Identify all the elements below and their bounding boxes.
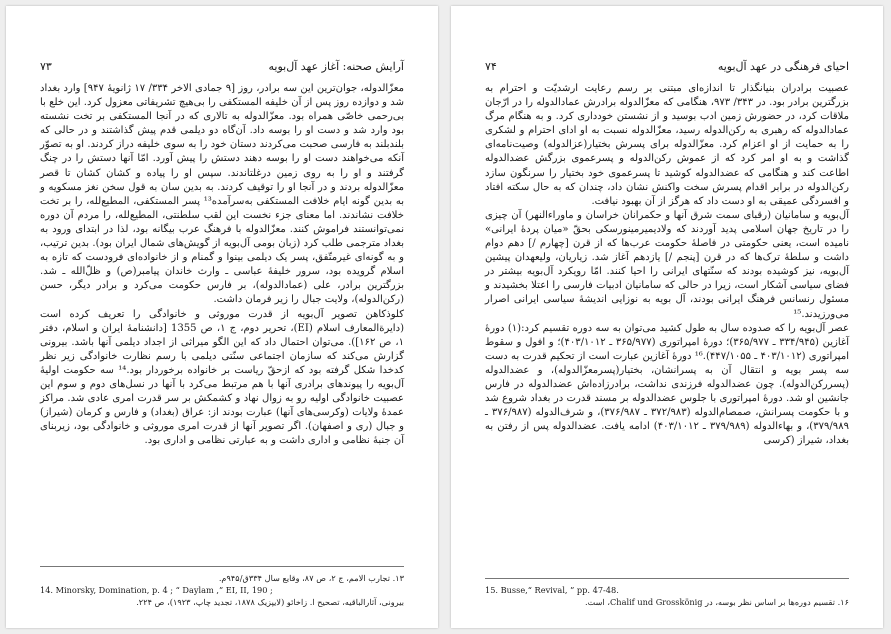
footnote-divider [485,578,849,579]
footnote: 15. Busse,“ Revival, ” pp. 47-48. [485,585,619,595]
page-number: ۷۳ [40,60,52,73]
footnote: ۱۳. تجارب الامم، ج ۲، ص ۸۷، وقایع سال ۳۳۴ق/۹۴۵م. [218,573,404,583]
running-title: آرایش صحنه: آغاز عهد آل‌بویه [268,60,404,73]
body-text [40,82,404,448]
footnote: 14. Minorsky, Domination, p. 4 ; “ Daylam ,” EI, II, 190 ; [40,585,273,595]
paragraph: عصبیت برادران بنیانگذار تا اندازه‌ای مبتنی بر رسم رعایت ارشدیّت و احترام به بزرگترین برادر بود. در ۳۴۳/ ۹۷۳، هنگامی که معزّالدوله برادرش عمادالدوله را در ارّجان ملاقات کرد، در حضورش زمین ادب بوسید و از نشستن خودداری کرد. و به هنگام مرگ عمادالدوله که رهبری به رکن‌الدوله رسید، معزّالدوله نسبت به او ادای احترام و لشکری را به حمایت از او اعزام کرد. معزّالدوله برای پسرش بختیار(عزالدوله) وصیت‌نامه‌ای گذاشت و به او امر کرد که از عموش رکن‌الدوله و پسرعموی بزرگش عضدالدوله اطاعت کند و هنگامی که عضدالدوله کوشید تا پسرعموی خود بختیار را سرنگون سازد رکن‌الدوله در برابر اقدام پسرش سخت واکنش نشان داد، چندان که به حال سکته افتاد و افسردگی عمیقی به او دست داد که هرگز از آن بهبود نیافت. [485,83,849,207]
left-page [6,6,438,628]
right-page [451,6,883,628]
footnotes [485,584,849,608]
footnote-divider [40,566,404,567]
running-title: احیای فرهنگی در عهد آل‌بویه [717,60,849,73]
paragraph: عصر آل‌بویه را که صدوده سال به طول کشید می‌توان به سه دوره تقسیم کرد:(۱) دورهٔ آغازین (۳۳۴/۹۴۵ ـ ۳۶۵/۹۷۷)؛ دورهٔ امپراتوری (۳۶۵/۹۷۷ ـ ۴۰۳/۱۰۱۲)؛ و افول و سقوط امپراتوری (۴۰۳/۱۰۱۲ ـ ۴۴۷/۱۰۵۵).¹⁶ دورهٔ آغازین عبارت است از تحکیم قدرت به دست سه پسر بویه و انتقال آن به پسرانشان، بختیار(پسرمعزّالدوله)، و عضدالدوله (پسررکن‌الدوله). چون عضدالدوله فرزندی نداشت، برادرزاده‌اش عضدالدوله در فارس جانشین او شد. دورهٔ امپراتوری با جلوس عضدالدوله بر مسند قدرت در بغداد شروع شد و با حکومت پسرانش، صمصام‌الدوله (۳۷۲/۹۸۳ ـ ۳۷۶/۹۸۷)، و شرف‌الدوله (۳۷۶/۹۸۷ ـ ۳۷۹/۹۸۹)، و بهاءالدوله (۳۷۹/۹۸۹ ـ ۴۰۳/۱۰۱۲) ادامه یافت. عضدالدوله پس از رفتن به بغداد، شیراز (کرسی [485,322,849,447]
page-header [485,60,849,76]
footnote: بیرونی، آثارالباقیه، تصحیح ا. زاخائو (لایپزیک ۱۸۷۸، تجدید چاپ، ۱۹۲۳)، ص ۲۲۴. [136,597,404,607]
footnote: ۱۶. تقسیم دوره‌ها بر اساس نظر بوسه، در Chalif und Grosskönig، است. [585,597,849,607]
page-number: ۷۴ [485,60,497,73]
paragraph: کلوذکاهن تصویر آل‌بویه از قدرت موروثی و خانوادگی را تعریف کرده است (دایرة‌المعارف اسلام (EI)، تحریر دوم، ج ۱، ص 1355 [دانشنامهٔ ایران و اسلام، دفتر ۱، ص ۱۶۲]). می‌توان احتمال داد که این الگو میراثی از اجداد دیلمی آنها باشد. بیرونی گزارش می‌کند که سازمان اجتماعی سنّتی دیلمی با رسم نظارت خانوادگی زیر نظر کدخدا شکل گرفته بود که ازحقّ ریاست بر خانواده برخوردار بود.¹⁴ سه حکومت اولیهٔ آل‌بویه را پیوندهای برادری آنها با هم مرتبط می‌کرد با آنها در نسل‌های دوم و سوم این عصبیت خانوادگی اولیه رو به زوال نهاد و کشمکش بر سر قدرت امری عادی شد. مراکز عمدهٔ ولایات (وکرسی‌های آنها) عبارت بودند از: عراق (بغداد) و فارس و کرمان (شیراز) و جبال (ری و اصفهان). اگر تصویر آنها از قدرت امری موروثی و خانوادگی بود، زیربنای آن جنبهٔ نظامی و اداری داشت و به عبارتی نظامی و اداری بود. [40,308,404,447]
footnotes [40,572,404,608]
body-text [485,82,849,448]
paragraph: آل‌بویه و سامانیان (رقبای سمت شرق آنها و حکمرانان خراسان و ماوراءالنهر) آن چیزی را در تاریخ جهان اسلامی پدید آوردند که ولادیمیرمینورسکی بحقّ «میان پردهٔ ایرانی» نامیده است، یعنی حکومتی در فاصلهٔ حکومت عرب‌ها که از قرن [چهارم /] دهم دوام داشت و سلطهٔ ترک‌ها که در قرن [پنجم /] یازدهم آغاز شد. زیاریان، ولیعهدان پیشین آل‌بویه، نیز کوشیده بودند که سنّتهای ایرانی را احیا کنند. امّا رویکرد آل‌بویه بیشتر در فضای سیاسی آشکار است، زیرا در حالی که سامانیان ادبیات فارسی را اعتلا بخشیدند و مسئول رنسانس فرهنگ ایرانی بودند، آل بویه به نوزایی اندیشهٔ سیاسی ایرانی اصرار می‌ورزیدند.¹⁵ [485,209,849,320]
paragraph: معزّالدوله، جوان‌ترین این سه برادر، روز [۹ جمادی الاخر ۳۳۴/ ۱۷ ژانویهٔ ۹۴۷] وارد بغداد شد و دوازده روز پس از آن خلیفه المستکفی را بی‌هیچ تشریفاتی معزول کرد. این خلع با بی‌رحمی خاصّی همراه بود. معزّالدوله به تالاری که در آنجا المستکفی بر تخت نشسته بود وارد شد و دست او را بوسه داد. آن‌گاه دو دیلمی قدم پیش گذاشتند و در حالی که بلندبلند به فارسی صحبت می‌کردند دستان خود را به سوی خلیفه دراز کردند. او به تصوّر آنکه می‌خواهند دست او را بوسه دهند دستش را پیش آورد. امّا آنها دستش را در چنگ گرفتند و او را به روی زمین درغلتاندند. سپس او را پیاده و کشان کشان تا قصر معزّالدوله بردند و در آنجا او را توقیف کردند. به بدین سان به قول سخن نغز مسکویه و به بدین گونه ایام خلافت المستکفی به‌سرآمده¹³ پسر المستکفی، المطیع‌لله، را بر تخت خلافت نشاندند. اما معنای جزء نخست این لقب سلطنتی، المطیع‌لله، را مردم آن دوره نمی‌توانستند فراموش کنند. معزّالدوله با فرهنگ عرب بیگانه بود، لذا در ابتدای ورود به بغداد مترجمی طلب کرد (زبان بومی آل‌بویه از گویش‌های شمال ایران بود). بدین ترتیب، و به گونه‌ای غیرمتّفق، پسر یک دیلمی بینوا و گمنام و از خانواده‌ای فرودست که تازه به اسلام گرویده بود، سرور خلیفهٔ عباسی ـ وارث خاندان پیامبر(ص) و ظلّ‌الله ـ شد. بزرگترین برادر، علی (عمادالدوله)، بر فارس حکومت می‌کرد و برادر دیگر، حسن (رکن‌الدوله)، ولایت جبال را زیر فرمان داشت. [40,83,404,306]
page-header [40,60,404,76]
